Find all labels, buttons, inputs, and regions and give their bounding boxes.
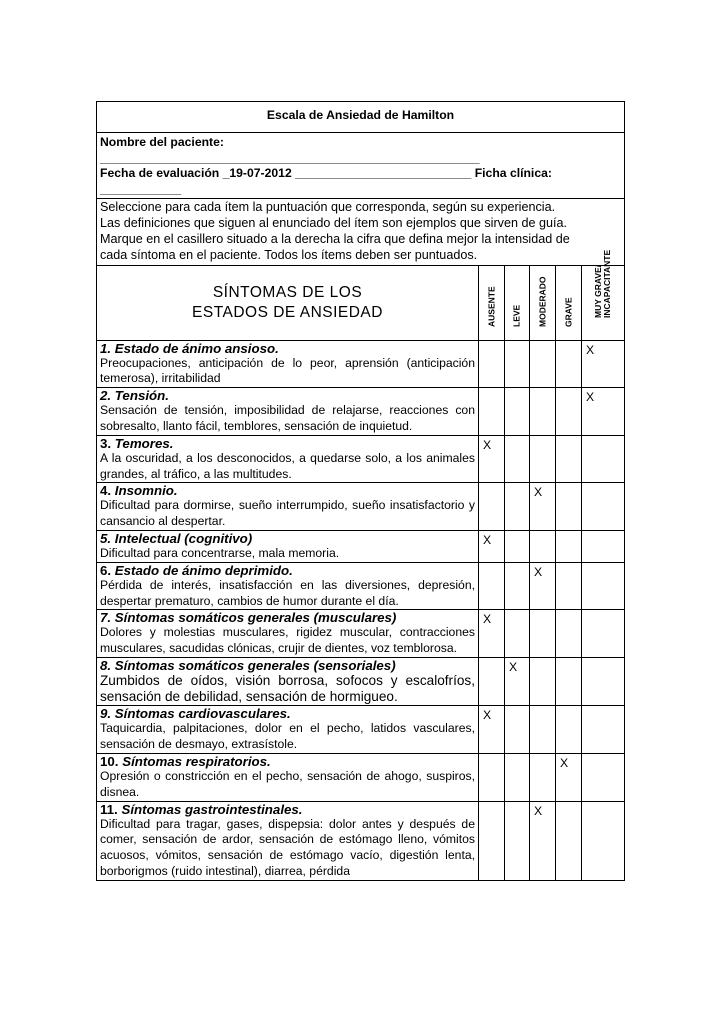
column-header-muy-grave [582, 249, 625, 340]
symptom-number: 4. [100, 483, 112, 499]
symptom-title [100, 610, 475, 625]
score-mark: X [483, 437, 492, 452]
symptom-name: Insomnio. [114, 483, 178, 499]
score-mark: X [586, 390, 595, 405]
section-header [97, 265, 479, 340]
symptom-number: 3. [100, 435, 112, 451]
symptom-cell [97, 801, 479, 880]
column-label: GRAVE [563, 296, 573, 327]
symptom-description: Dificultad para tragar, gases, dispepsia: dolor antes y después de comer, sensación de ardor, sensación de estómago lleno, vómitos acuosos, vómitos, sensación de estómago vacío, digestión lenta, borborigmos (ruido intestinal), diarrea, pérdida [100, 816, 475, 878]
instruction-line: Las definiciones que siguen al enunciado del ítem son ejemplos que sirven de guía. [100, 216, 567, 231]
symptom-name: Estado de ánimo deprimido. [114, 562, 293, 578]
score-cell[interactable] [479, 388, 505, 436]
score-cell[interactable] [530, 340, 556, 388]
symptom-name: Intelectual (cognitivo) [114, 530, 253, 546]
score-mark: X [534, 485, 543, 500]
score-cell[interactable] [505, 388, 530, 436]
score-cell[interactable] [582, 753, 625, 801]
score-mark: X [483, 708, 492, 723]
symptom-description: Dificultad para concentrarse, mala memoria. [100, 545, 340, 560]
score-cell[interactable] [505, 657, 530, 705]
symptom-row [97, 753, 625, 801]
symptom-cell [97, 610, 479, 658]
symptom-cell [97, 435, 479, 483]
score-cell[interactable] [479, 753, 505, 801]
symptom-title [100, 436, 475, 451]
score-cell[interactable] [479, 340, 505, 388]
score-cell[interactable] [582, 562, 625, 610]
symptom-number: 7. [100, 610, 112, 626]
symptom-description: Pérdida de interés, insatisfacción en las diversiones, depresión, despertar prematuro, cambios de humor durante el día. [100, 577, 475, 608]
column-label: LEVE [511, 304, 522, 327]
score-cell[interactable] [505, 483, 530, 531]
score-cell[interactable] [530, 610, 556, 658]
symptom-cell [97, 753, 479, 801]
hamilton-form [96, 101, 624, 881]
score-cell[interactable] [505, 340, 530, 388]
score-cell[interactable] [582, 801, 625, 880]
symptom-title [100, 706, 475, 721]
score-cell[interactable] [479, 610, 505, 658]
symptom-title [100, 802, 475, 817]
score-mark: X [586, 342, 595, 357]
symptom-title [100, 658, 475, 673]
score-cell[interactable] [556, 657, 582, 705]
symptom-number: 8. [100, 657, 112, 673]
score-cell[interactable] [479, 483, 505, 531]
symptom-description: Preocupaciones, anticipación de lo peor, aprensión (anticipación temerosa), irritabilidad [100, 355, 475, 386]
score-cell[interactable] [505, 801, 530, 880]
score-cell[interactable] [505, 753, 530, 801]
symptom-title [100, 563, 475, 578]
symptom-name: Estado de ánimo ansioso. [114, 340, 279, 356]
score-cell[interactable] [505, 435, 530, 483]
score-cell[interactable] [530, 530, 556, 562]
instruction-line: Seleccione para cada ítem la puntuación que corresponda, según su experiencia. [100, 200, 556, 215]
instructions-block [97, 199, 625, 265]
score-cell[interactable] [530, 753, 556, 801]
symptom-cell [97, 388, 479, 436]
score-mark: X [560, 755, 569, 770]
symptom-title [100, 531, 475, 546]
score-cell[interactable] [556, 562, 582, 610]
score-cell[interactable] [556, 340, 582, 388]
score-cell[interactable] [479, 530, 505, 562]
symptom-row [97, 706, 625, 754]
symptom-number: 2. [100, 388, 112, 404]
score-cell[interactable] [582, 388, 625, 436]
symptom-name: Síntomas somáticos generales (sensoriales) [114, 657, 396, 673]
symptom-description: Taquicardia, palpitaciones, dolor en el pecho, latidos vasculares, sensación de desmayo, extrasístole. [100, 721, 475, 752]
score-cell[interactable] [530, 388, 556, 436]
symptom-number: 6. [100, 562, 112, 578]
clinical-record-line: ____________ [100, 181, 182, 196]
instruction-line: cada síntoma en el paciente. Todos los ítems deben ser puntuados. [100, 247, 478, 262]
score-cell[interactable] [479, 435, 505, 483]
column-header-leve [505, 265, 530, 340]
symptom-cell [97, 483, 479, 531]
symptom-row [97, 657, 625, 705]
symptom-description: Zumbidos de oídos, visión borrosa, sofocos y escalofríos, sensación de debilidad, sensación de hormigueo. [100, 672, 475, 705]
symptom-name: Síntomas cardiovasculares. [114, 706, 291, 722]
score-cell[interactable] [530, 706, 556, 754]
score-cell[interactable] [530, 483, 556, 531]
symptom-name: Síntomas respiratorios. [122, 753, 271, 769]
patient-name-label: Nombre del paciente: [100, 135, 224, 149]
symptom-number: 1. [100, 340, 112, 356]
score-cell[interactable] [556, 435, 582, 483]
column-header-ausente [479, 265, 505, 340]
score-cell[interactable] [556, 753, 582, 801]
score-mark: X [483, 532, 492, 547]
score-mark: X [483, 612, 492, 627]
symptom-name: Temores. [114, 435, 174, 451]
patient-info-block [97, 133, 625, 199]
symptom-description: Sensación de tensión, imposibilidad de relajarse, reacciones con sobresalto, llanto fácil, temblores, sensación de inquietud. [100, 403, 475, 433]
symptom-cell [97, 340, 479, 388]
column-label: AUSENTE [486, 285, 496, 327]
score-cell[interactable] [556, 483, 582, 531]
score-cell[interactable] [582, 657, 625, 705]
symptom-title [100, 341, 475, 356]
column-label: MUY GRAVE/ INCAPACITANTE [593, 249, 612, 318]
score-cell[interactable] [479, 657, 505, 705]
score-cell[interactable] [505, 562, 530, 610]
section-header-text: SÍNTOMAS DE LOS ESTADOS DE ANSIEDAD [192, 283, 383, 321]
score-mark: X [534, 564, 543, 579]
score-mark: X [509, 659, 518, 674]
score-cell[interactable] [479, 706, 505, 754]
symptom-row [97, 562, 625, 610]
score-cell[interactable] [530, 562, 556, 610]
score-cell[interactable] [556, 610, 582, 658]
score-cell[interactable] [582, 340, 625, 388]
score-mark: X [534, 803, 543, 818]
symptom-number: 11. [100, 801, 118, 817]
score-cell[interactable] [582, 706, 625, 754]
symptom-number: 9. [100, 706, 112, 722]
symptom-number: 10. [100, 753, 119, 769]
symptom-cell [97, 562, 479, 610]
symptom-name: Síntomas gastrointestinales. [121, 801, 303, 817]
score-cell[interactable] [582, 435, 625, 483]
score-cell[interactable] [505, 610, 530, 658]
score-cell[interactable] [556, 530, 582, 562]
symptom-cell [97, 706, 479, 754]
score-cell[interactable] [530, 801, 556, 880]
symptom-number: 5. [100, 530, 112, 546]
score-cell[interactable] [582, 610, 625, 658]
score-cell[interactable] [556, 388, 582, 436]
symptom-description: Dolores y molestias musculares, rigidez muscular, contracciones musculares, sacudidas clónicas, crujir de dientes, voz temblorosa. [100, 625, 475, 656]
symptom-row [97, 388, 625, 436]
symptom-description: Opresión o constricción en el pecho, sensación de ahogo, suspiros, disnea. [100, 768, 475, 799]
form-table [96, 101, 625, 881]
symptom-title [100, 388, 475, 403]
symptom-description: A la oscuridad, a los desconocidos, a quedarse solo, a los animales grandes, al tráfico, a las multitudes. [100, 450, 475, 481]
symptom-title [100, 754, 475, 769]
symptom-description: Dificultad para dormirse, sueño interrumpido, sueño insatisfactorio y cansancio al despertar. [100, 498, 475, 529]
symptom-cell [97, 530, 479, 562]
column-label: MODERADO [537, 276, 547, 327]
score-cell[interactable] [505, 530, 530, 562]
symptom-row [97, 483, 625, 531]
column-header-moderado [530, 265, 556, 340]
symptom-row [97, 340, 625, 388]
score-cell[interactable] [479, 801, 505, 880]
score-cell[interactable] [530, 435, 556, 483]
score-cell[interactable] [582, 483, 625, 531]
symptom-row [97, 610, 625, 658]
column-header-grave [556, 265, 582, 340]
score-cell[interactable] [582, 530, 625, 562]
score-cell[interactable] [479, 562, 505, 610]
symptom-title [100, 483, 475, 498]
symptom-row [97, 801, 625, 880]
symptom-row [97, 530, 625, 562]
score-cell[interactable] [556, 706, 582, 754]
symptom-name: Síntomas somáticos generales (musculares) [114, 610, 397, 626]
patient-name-line: ________________________________________________________ [100, 150, 480, 165]
evaluation-date-line: Fecha de evaluación _19-07-2012 __________________________ Ficha clínica: [100, 166, 552, 181]
symptom-cell [97, 657, 479, 705]
symptom-name: Tensión. [114, 388, 169, 404]
symptom-row [97, 435, 625, 483]
instruction-line: Marque en el casillero situado a la derecha la cifra que defina mejor la intensidad de [100, 231, 570, 246]
score-cell[interactable] [556, 801, 582, 880]
form-title: Escala de Ansiedad de Hamilton [97, 102, 625, 133]
score-cell[interactable] [505, 706, 530, 754]
score-cell[interactable] [530, 657, 556, 705]
